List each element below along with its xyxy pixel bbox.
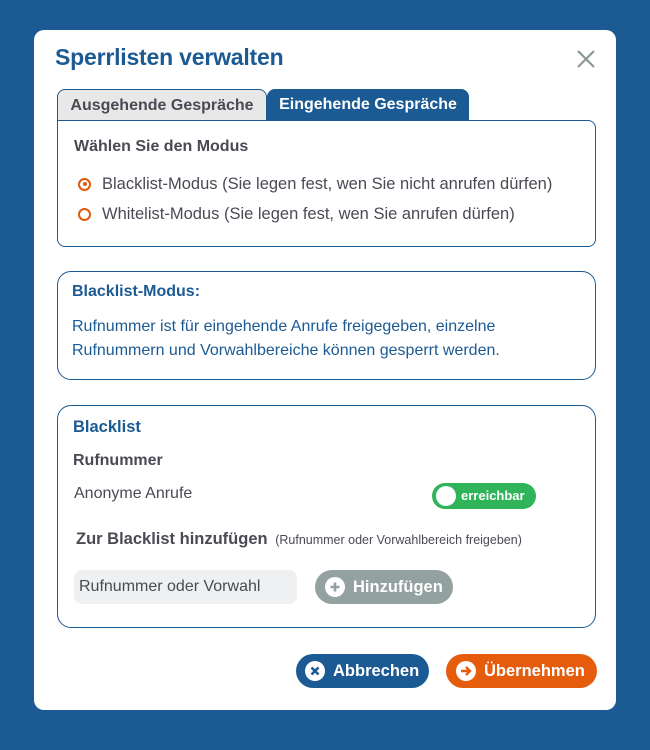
info-panel	[57, 271, 596, 380]
x-circle-icon	[305, 661, 325, 681]
anonymous-calls-toggle[interactable]	[432, 483, 536, 509]
toggle-knob	[436, 486, 456, 506]
radio-label: Whitelist-Modus (Sie legen fest, wen Sie anrufen dürfen)	[102, 204, 515, 223]
close-icon	[575, 48, 597, 70]
apply-button[interactable]	[446, 654, 597, 688]
info-text: Rufnummer ist für eingehende Anrufe freigegeben, einzelne Rufnummern und Vorwahlbereiche können gesperrt werden.	[72, 318, 500, 359]
tab-outgoing-calls[interactable]: Ausgehende Gespräche	[57, 89, 267, 120]
apply-button-label: Übernehmen	[484, 661, 585, 680]
info-heading: Blacklist-Modus:	[72, 283, 201, 300]
radio-blacklist-mode[interactable]	[78, 173, 552, 195]
cancel-button[interactable]	[296, 654, 429, 688]
close-button[interactable]	[575, 48, 597, 70]
dialog	[34, 30, 616, 710]
add-hint: (Rufnummer oder Vorwahlbereich freigeben)	[275, 533, 522, 547]
radio-unchecked-icon[interactable]	[78, 208, 91, 221]
add-button-label: Hinzufügen	[353, 577, 443, 596]
arrow-right-circle-icon	[456, 661, 476, 681]
mode-heading: Wählen Sie den Modus	[74, 138, 249, 155]
dialog-title: Sperrlisten verwalten	[55, 44, 284, 70]
add-to-blacklist-heading	[76, 530, 522, 549]
add-heading-text: Zur Blacklist hinzufügen	[76, 530, 268, 548]
radio-whitelist-mode[interactable]	[78, 203, 515, 225]
tab-incoming-calls[interactable]: Eingehende Gespräche	[267, 89, 469, 120]
plus-circle-icon	[325, 577, 345, 597]
add-button[interactable]	[315, 570, 453, 604]
anonymous-calls-label: Anonyme Anrufe	[74, 485, 193, 502]
radio-checked-icon[interactable]	[78, 178, 91, 191]
number-input[interactable]	[74, 570, 297, 604]
blacklist-panel	[57, 405, 596, 628]
radio-label: Blacklist-Modus (Sie legen fest, wen Sie nicht anrufen dürfen)	[102, 174, 553, 193]
blacklist-heading: Blacklist	[73, 418, 141, 436]
cancel-button-label: Abbrechen	[333, 661, 420, 680]
mode-panel	[57, 120, 596, 247]
column-label-number: Rufnummer	[73, 452, 163, 469]
toggle-label: erreichbar	[461, 488, 525, 503]
